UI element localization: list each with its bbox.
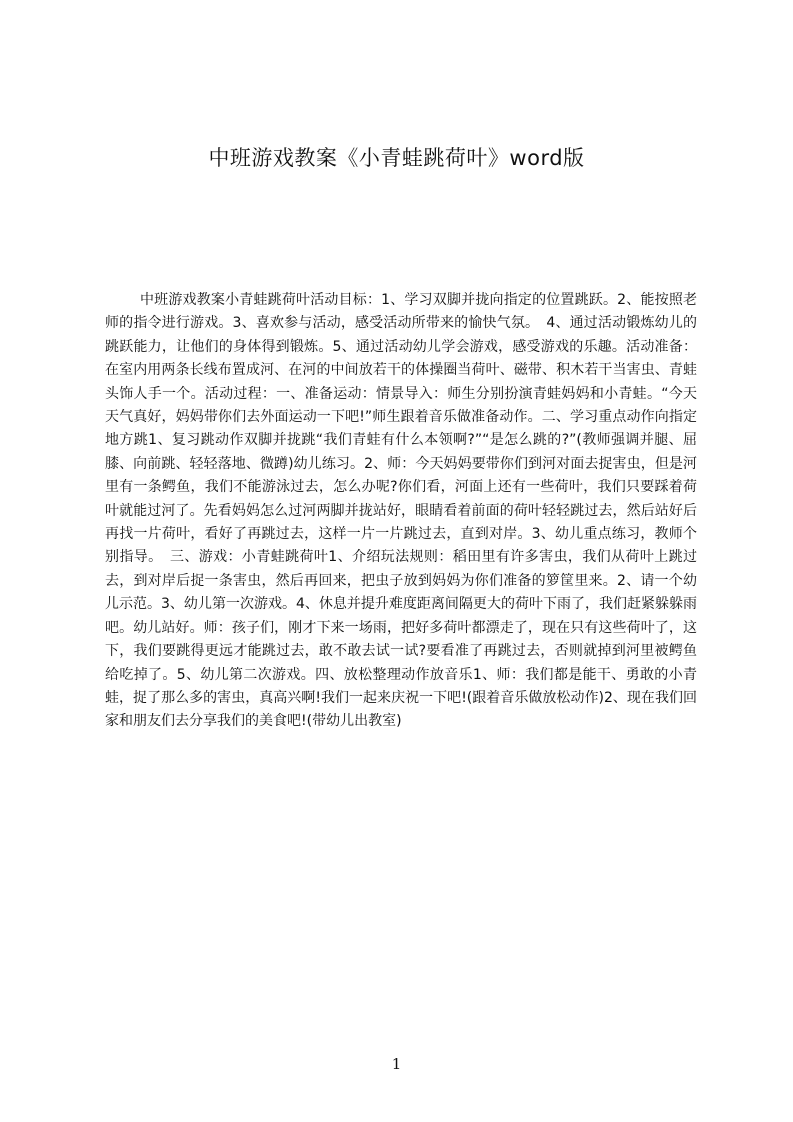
document-body: 中班游戏教案小青蛙跳荷叶活动目标：1、学习双脚并拢向指定的位置跳跃。2、能按照老师的指令进行游戏。3、喜欢参与活动，感受活动所带来的愉快气氛。 4、通过活动锻炼幼儿的跳跃能力，让他们的身体得到锻炼。5、通过活动幼儿学会游戏，感受游戏的乐趣。活动准备：在室内用两条长线布置成河、在河的中间放若干的体操圈当荷叶、磁带、积木若干当害虫、青蛙头饰人手一个。活动过程：一、准备运动：情景导入：师生分别扮演青蛙妈妈和小青蛙。“今天天气真好，妈妈带你们去外面运动一下吧!”师生跟着音乐做准备动作。二、学习重点动作向指定地方跳1、复习跳动作双脚并拢跳“我们青蛙有什么本领啊?”“是怎么跳的?”(教师强调并腿、屈膝、向前跳、轻轻落地、微蹲)幼儿练习。2、师：今天妈妈要带你们到河对面去捉害虫，但是河里有一条鳄鱼，我们不能游泳过去，怎么办呢?你们看，河面上还有一些荷叶，我们只要踩着荷叶就能过河了。先看妈妈怎么过河两脚并拢站好，眼睛看着前面的荷叶轻轻跳过去，然后站好后再找一片荷叶，看好了再跳过去，这样一片一片跳过去，直到对岸。3、幼儿重点练习，教师个别指导。 三、游戏：小青蛙跳荷叶1、介绍玩法规则：稻田里有许多害虫，我们从荷叶上跳过去，到对岸后捉一条害虫，然后再回来，把虫子放到妈妈为你们准备的箩筐里来。2、请一个幼儿示范。3、幼儿第一次游戏。4、休息并提升难度距离间隔更大的荷叶下雨了，我们赶紧躲躲雨吧。幼儿站好。师：孩子们，刚才下来一场雨，把好多荷叶都漂走了，现在只有这些荷叶了，这下，我们要跳得更远才能跳过去，敢不敢去试一试?要看准了再跳过去，否则就掉到河里被鳄鱼给吃掉了。5、幼儿第二次游戏。四、放松整理动作放音乐1、师：我们都是能干、勇敢的小青蛙，捉了那么多的害虫，真高兴啊!我们一起来庆祝一下吧!(跟着音乐做放松动作)2、现在我们回家和朋友们去分享我们的美食吧!(带幼儿出教室) <box>105 292 697 730</box>
document-title: 中班游戏教案《小青蛙跳荷叶》word版 <box>208 146 585 170</box>
page-number: 1 <box>391 1055 402 1073</box>
